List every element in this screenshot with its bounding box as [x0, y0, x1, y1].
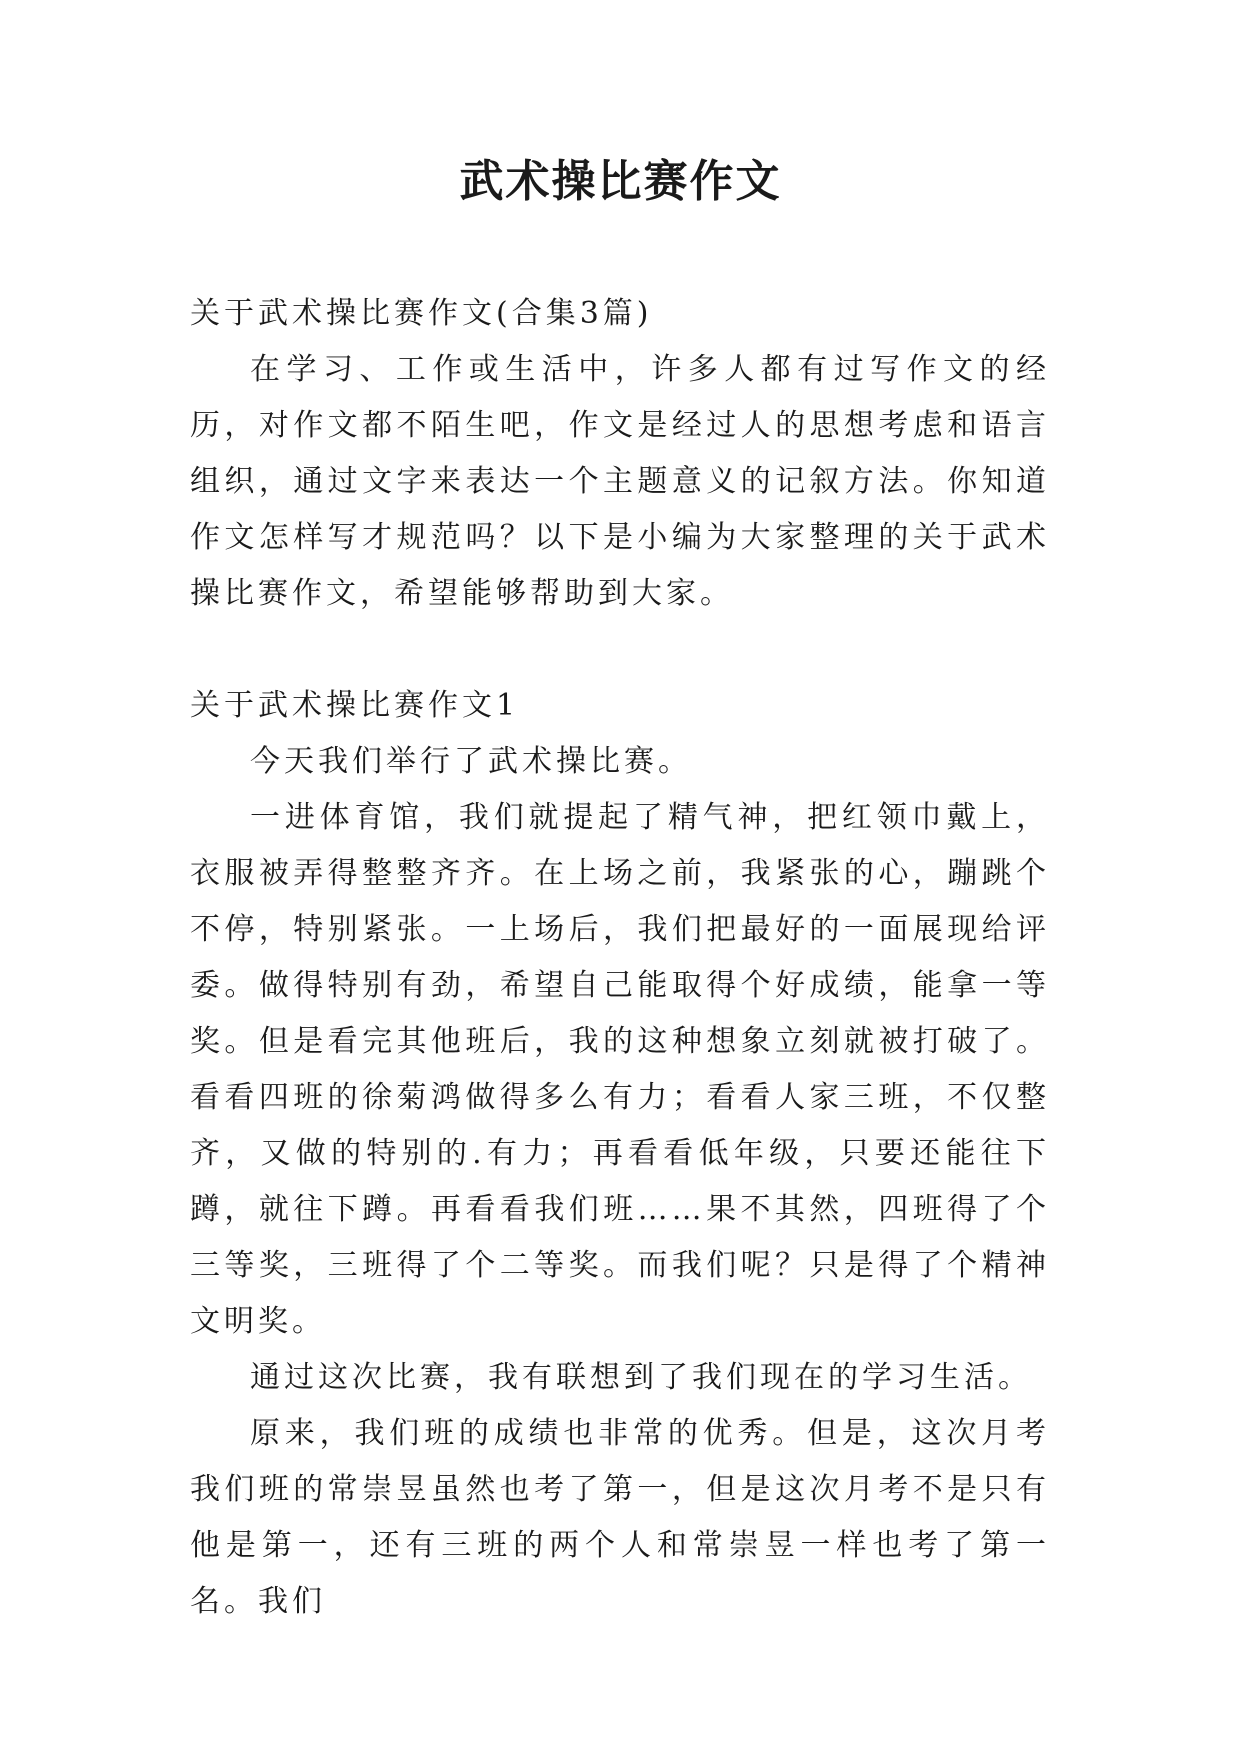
section-spacer [190, 622, 1050, 678]
intro-paragraph: 在学习、工作或生活中，许多人都有过写作文的经历，对作文都不陌生吧，作文是经过人的思想考虑和语言组织，通过文字来表达一个主题意义的记叙方法。你知道作文怎样写才规范吗？以下是小编为大家整理的关于武术操比赛作文，希望能够帮助到大家。 [190, 352, 1050, 611]
essay-paragraph: 一进体育馆，我们就提起了精气神，把红领巾戴上，衣服被弄得整整齐齐。在上场之前，我紧张的心，蹦跳个不停，特别紧张。一上场后，我们把最好的一面展现给评委。做得特别有劲，希望自己能取得个好成绩，能拿一等奖。但是看完其他班后，我的这种想象立刻就被打破了。看看四班的徐菊鸿做得多么有力；看看人家三班，不仅整齐，又做的特别的.有力；再看看低年级，只要还能往下蹲，就往下蹲。再看看我们班……果不其然，四班得了个三等奖，三班得了个二等奖。而我们呢？只是得了个精神文明奖。 [190, 800, 1050, 1339]
essay-paragraph: 通过这次比赛，我有联想到了我们现在的学习生活。 [250, 1360, 1032, 1395]
essay-paragraph: 原来，我们班的成绩也非常的优秀。但是，这次月考我们班的常崇昱虽然也考了第一，但是这次月考不是只有他是第一，还有三班的两个人和常崇昱一样也考了第一名。我们 [190, 1416, 1050, 1619]
essay-paragraph: 今天我们举行了武术操比赛。 [250, 744, 692, 779]
collection-heading: 关于武术操比赛作文(合集3篇) [190, 296, 653, 331]
document-title: 武术操比赛作文 [459, 156, 782, 207]
document-body [190, 286, 1050, 1630]
essay-heading: 关于武术操比赛作文1 [190, 688, 520, 723]
